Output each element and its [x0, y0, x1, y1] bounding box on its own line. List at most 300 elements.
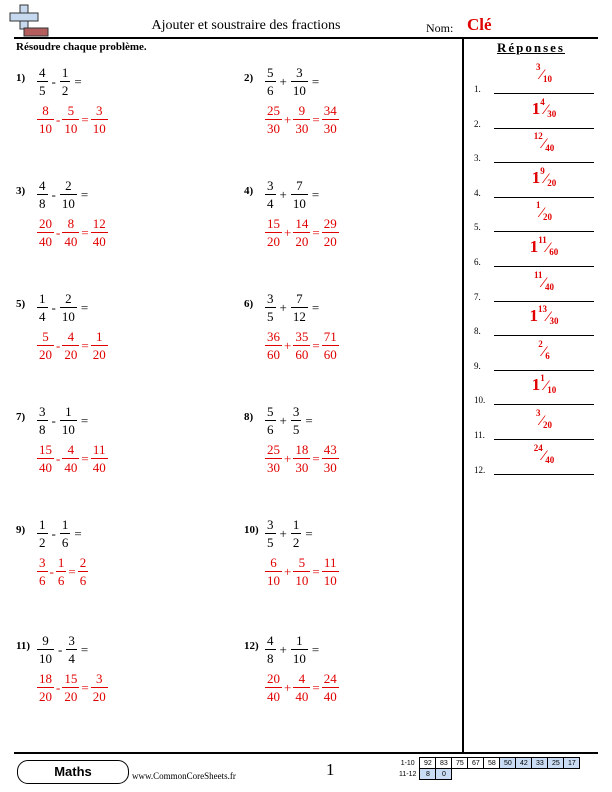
- first-fraction: [37, 632, 54, 667]
- denominator: 30: [323, 121, 337, 136]
- denominator: 4: [68, 651, 75, 666]
- operator: -: [51, 186, 56, 202]
- numerator: 12: [92, 216, 106, 231]
- numerator: 3: [292, 404, 300, 419]
- denominator: 20: [64, 689, 78, 704]
- answer-key-label: Clé: [467, 15, 492, 34]
- denominator: 40: [92, 460, 106, 475]
- converted-first-fraction: [265, 441, 282, 476]
- numerator: 1: [39, 291, 46, 306]
- first-fraction: [37, 64, 48, 99]
- result-fraction: [322, 554, 339, 589]
- answer-value: [494, 443, 594, 465]
- answer-number: 5.: [474, 222, 481, 233]
- answer-line: [494, 128, 594, 129]
- numerator: 2: [65, 291, 72, 306]
- operator: -: [58, 641, 63, 657]
- answer-denominator: 10: [547, 385, 557, 396]
- numerator: 3: [267, 291, 274, 306]
- answer-numerator: 4: [540, 96, 545, 107]
- problem-number: 8): [244, 411, 254, 423]
- equals-sign: =: [312, 679, 320, 695]
- instructions: Résoudre chaque problème.: [16, 41, 147, 53]
- denominator: 10: [295, 573, 309, 588]
- converted-first-fraction: [37, 215, 54, 250]
- question-expression: [264, 177, 322, 212]
- solution-expression: [36, 102, 109, 137]
- numerator: 7: [296, 291, 303, 306]
- numerator: 1: [61, 517, 69, 532]
- second-fraction: [291, 403, 302, 438]
- result-fraction: [322, 102, 339, 137]
- first-fraction: [265, 516, 276, 551]
- score-cell: 83: [436, 758, 452, 769]
- fraction-slash: ⁄: [540, 413, 543, 429]
- converted-second-fraction: [293, 328, 310, 363]
- answer-column-divider: [462, 37, 464, 752]
- operator: -: [56, 111, 61, 127]
- result-fraction: [322, 215, 339, 250]
- fraction-slash: ⁄: [544, 101, 548, 118]
- solution-expression: [36, 554, 89, 589]
- numerator: 8: [67, 216, 75, 231]
- score-cell: 50: [500, 758, 516, 769]
- problem-number: 10): [244, 524, 259, 536]
- second-fraction: [291, 290, 308, 325]
- denominator: 6: [57, 573, 65, 588]
- problem-number: 2): [244, 72, 254, 84]
- denominator: 20: [64, 347, 78, 362]
- answer-value: [494, 235, 594, 257]
- problem-number: 5): [16, 298, 26, 310]
- denominator: 10: [292, 651, 306, 666]
- denominator: 30: [267, 460, 280, 475]
- score-row: [397, 769, 580, 780]
- result-fraction: [91, 328, 108, 363]
- denominator: 60: [267, 347, 280, 362]
- numerator: 34: [323, 103, 337, 118]
- second-fraction: [60, 177, 77, 212]
- operator: +: [279, 299, 287, 315]
- first-fraction: [265, 290, 276, 325]
- result-fraction: [322, 441, 339, 476]
- answer-numerator: 1: [540, 373, 545, 384]
- denominator: 10: [61, 309, 75, 324]
- denominator: 30: [267, 121, 280, 136]
- operator: -: [56, 450, 61, 466]
- question-expression: [36, 403, 91, 438]
- denominator: 10: [92, 121, 106, 136]
- answer-numerator: 1: [535, 200, 541, 211]
- numerator: 25: [267, 103, 280, 118]
- denominator: 40: [39, 460, 52, 475]
- fraction-slash: ⁄: [540, 67, 543, 83]
- equals-sign: =: [312, 111, 320, 127]
- denominator: 4: [39, 309, 46, 324]
- answer-number: 3.: [474, 153, 481, 164]
- problem-number: 1): [16, 72, 26, 84]
- equals-sign: =: [74, 525, 82, 541]
- equals-sign: =: [81, 111, 89, 127]
- numerator: 24: [323, 671, 337, 686]
- answer-number: 7.: [474, 291, 481, 302]
- worksheet-title: Ajouter et soustraire des fractions: [151, 18, 341, 33]
- first-fraction: [265, 403, 276, 438]
- answer-numerator: 9: [540, 165, 545, 176]
- footer-divider: [14, 752, 598, 754]
- problem-number: 7): [16, 411, 26, 423]
- fraction-slash: ⁄: [542, 447, 546, 464]
- numerator: 7: [296, 178, 303, 193]
- numerator: 18: [295, 442, 309, 457]
- converted-first-fraction: [37, 102, 54, 137]
- denominator: 2: [61, 83, 69, 98]
- fraction-slash: ⁄: [546, 240, 550, 256]
- answer-value: [494, 131, 594, 153]
- problem-number: 9): [16, 524, 26, 536]
- operator: +: [279, 641, 287, 657]
- numerator: 9: [298, 103, 306, 118]
- answer-numerator: 2: [538, 338, 543, 349]
- converted-second-fraction: [62, 441, 79, 476]
- second-fraction: [60, 64, 71, 99]
- numerator: 1: [292, 517, 300, 532]
- problem-number: 4): [244, 185, 254, 197]
- denominator: 30: [295, 460, 309, 475]
- numerator: 15: [64, 671, 78, 686]
- denominator: 5: [39, 83, 46, 98]
- equals-sign: =: [81, 679, 89, 695]
- answer-line: [494, 197, 594, 198]
- denominator: 6: [79, 573, 87, 588]
- operator: +: [284, 679, 292, 695]
- answer-line: [494, 335, 594, 336]
- numerator: 11: [323, 555, 337, 570]
- denominator: 20: [92, 347, 106, 362]
- fraction-slash: ⁄: [542, 136, 546, 153]
- denominator: 40: [39, 234, 52, 249]
- answer-value: [494, 97, 594, 119]
- second-fraction: [291, 516, 302, 551]
- whole-part: 1: [529, 306, 538, 326]
- denominator: 10: [323, 573, 337, 588]
- numerator: 5: [298, 555, 306, 570]
- numerator: 5: [42, 329, 49, 344]
- converted-first-fraction: [265, 670, 282, 705]
- question-expression: [264, 403, 316, 438]
- equals-sign: =: [305, 412, 313, 428]
- denominator: 20: [39, 689, 52, 704]
- answer-number: 8.: [474, 326, 481, 337]
- first-fraction: [265, 632, 276, 667]
- question-expression: [36, 177, 91, 212]
- denominator: 10: [61, 196, 75, 211]
- fraction-slash: ⁄: [542, 343, 546, 360]
- denominator: 40: [323, 689, 337, 704]
- problem-number: 3): [16, 185, 26, 197]
- score-cell: 8: [420, 769, 436, 780]
- answer-line: [494, 404, 594, 405]
- denominator: 20: [323, 234, 337, 249]
- answers-heading: Réponses: [496, 40, 565, 55]
- answer-line: [494, 231, 594, 232]
- first-fraction: [37, 403, 48, 438]
- denominator: 10: [61, 422, 75, 437]
- converted-second-fraction: [62, 102, 79, 137]
- result-fraction: [91, 670, 108, 705]
- denominator: 5: [267, 535, 274, 550]
- numerator: 20: [267, 671, 280, 686]
- answer-value: [494, 373, 594, 395]
- converted-second-fraction: [62, 670, 79, 705]
- score-cell: 25: [548, 758, 564, 769]
- operator: -: [56, 337, 61, 353]
- denominator: 6: [39, 573, 46, 588]
- score-cell: 67: [468, 758, 484, 769]
- equals-sign: =: [312, 563, 320, 579]
- result-fraction: [322, 328, 339, 363]
- denominator: 8: [267, 651, 274, 666]
- solution-expression: [264, 441, 340, 476]
- answer-line: [494, 439, 594, 440]
- answer-numerator: 11: [533, 269, 543, 280]
- denominator: 40: [295, 689, 309, 704]
- numerator: 1: [296, 633, 303, 648]
- converted-second-fraction: [293, 102, 310, 137]
- answer-denominator: 40: [545, 454, 555, 465]
- denominator: 60: [323, 347, 337, 362]
- result-fraction: [91, 441, 108, 476]
- numerator: 1: [57, 555, 65, 570]
- numerator: 2: [65, 178, 72, 193]
- equals-sign: =: [311, 186, 320, 202]
- denominator: 2: [292, 535, 300, 550]
- converted-first-fraction: [265, 102, 282, 137]
- numerator: 1: [65, 404, 72, 419]
- fraction-slash: ⁄: [540, 205, 543, 222]
- answer-numerator: 24: [533, 442, 543, 453]
- score-cell: 75: [452, 758, 468, 769]
- operator: +: [279, 186, 287, 202]
- numerator: 3: [267, 517, 274, 532]
- numerator: 8: [42, 103, 49, 118]
- numerator: 5: [67, 103, 75, 118]
- numerator: 1: [39, 517, 46, 532]
- answer-numerator: 11: [538, 235, 547, 245]
- solution-expression: [264, 328, 340, 363]
- fraction-slash: ⁄: [544, 378, 548, 395]
- numerator: 71: [323, 329, 337, 344]
- converted-second-fraction: [293, 554, 310, 589]
- first-fraction: [37, 516, 48, 551]
- equals-sign: =: [81, 450, 89, 466]
- converted-first-fraction: [37, 554, 48, 589]
- denominator: 30: [323, 460, 337, 475]
- denominator: 20: [267, 234, 280, 249]
- numerator: 14: [295, 216, 309, 231]
- answer-line: [494, 93, 594, 94]
- converted-first-fraction: [265, 554, 282, 589]
- denominator: 10: [267, 573, 280, 588]
- denominator: 10: [292, 196, 306, 211]
- denominator: 40: [64, 460, 78, 475]
- converted-first-fraction: [265, 328, 282, 363]
- answer-number: 1.: [474, 84, 481, 94]
- denominator: 8: [39, 422, 46, 437]
- numerator: 3: [39, 555, 46, 570]
- operator: +: [284, 224, 292, 240]
- numerator: 3: [95, 671, 103, 686]
- score-cell: 58: [484, 758, 500, 769]
- answer-number: 12.: [474, 464, 486, 475]
- numerator: 36: [267, 329, 280, 344]
- numerator: 3: [95, 103, 103, 118]
- operator: +: [284, 450, 292, 466]
- question-expression: [36, 516, 85, 551]
- answer-numerator: 3: [535, 408, 541, 418]
- score-table: [397, 757, 580, 780]
- equals-sign: =: [80, 186, 89, 202]
- score-cell: 92: [420, 758, 436, 769]
- numerator: 25: [267, 442, 280, 457]
- numerator: 9: [42, 633, 49, 648]
- converted-second-fraction: [293, 670, 310, 705]
- denominator: 5: [292, 422, 300, 437]
- second-fraction: [60, 403, 77, 438]
- second-fraction: [60, 516, 71, 551]
- denominator: 12: [292, 309, 306, 324]
- denominator: 8: [39, 196, 46, 211]
- equals-sign: =: [80, 299, 89, 315]
- score-row-label: 11-12: [399, 770, 417, 778]
- score-row-label: 1-10: [400, 759, 415, 767]
- numerator: 35: [295, 329, 309, 344]
- numerator: 4: [39, 65, 46, 80]
- answer-value: [494, 62, 594, 84]
- numerator: 5: [267, 404, 274, 419]
- denominator: 4: [267, 196, 274, 211]
- converted-second-fraction: [62, 328, 79, 363]
- solution-expression: [264, 215, 340, 250]
- denominator: 6: [267, 83, 274, 98]
- answer-denominator: 20: [547, 177, 557, 188]
- denominator: 40: [92, 234, 106, 249]
- answer-denominator: 20: [543, 212, 552, 223]
- question-expression: [264, 632, 322, 667]
- numerator: 43: [323, 442, 337, 457]
- answer-line: [494, 370, 594, 371]
- site-link[interactable]: www.CommonCoreSheets.fr: [132, 771, 236, 781]
- numerator: 4: [267, 633, 274, 648]
- second-fraction: [291, 632, 308, 667]
- denominator: 2: [39, 535, 46, 550]
- name-label: Nom:: [426, 21, 454, 35]
- equals-sign: =: [311, 299, 320, 315]
- converted-second-fraction: [62, 215, 79, 250]
- answer-denominator: 30: [547, 108, 557, 119]
- second-fraction: [66, 632, 77, 667]
- denominator: 20: [92, 689, 106, 704]
- denominator: 40: [64, 234, 78, 249]
- answer-denominator: 30: [549, 316, 559, 327]
- numerator: 2: [79, 555, 87, 570]
- denominator: 30: [295, 121, 309, 136]
- answer-denominator: 6: [545, 350, 550, 361]
- numerator: 6: [270, 555, 277, 570]
- question-expression: [36, 64, 85, 99]
- question-expression: [264, 516, 316, 551]
- result-fraction: [78, 554, 89, 589]
- equals-sign: =: [81, 224, 89, 240]
- answer-numerator: 3: [535, 62, 541, 72]
- operator: -: [56, 224, 61, 240]
- answer-numerator: 12: [533, 131, 543, 142]
- answer-value: [494, 166, 594, 188]
- first-fraction: [37, 290, 48, 325]
- numerator: 20: [39, 216, 52, 231]
- numerator: 4: [39, 178, 46, 193]
- denominator: 6: [61, 535, 69, 550]
- numerator: 1: [95, 329, 103, 344]
- denominator: 60: [295, 347, 309, 362]
- second-fraction: [291, 64, 308, 99]
- fraction-slash: ⁄: [542, 274, 546, 291]
- problem-number: 12): [244, 640, 259, 652]
- numerator: 11: [92, 442, 106, 457]
- solution-expression: [36, 441, 109, 476]
- operator: +: [284, 111, 292, 127]
- score-cell: 33: [532, 758, 548, 769]
- score-cell: 17: [564, 758, 580, 769]
- answer-denominator: 40: [545, 143, 555, 154]
- denominator: 20: [39, 347, 52, 362]
- question-expression: [264, 64, 322, 99]
- solution-expression: [36, 328, 109, 363]
- equals-sign: =: [312, 450, 320, 466]
- numerator: 4: [67, 442, 75, 457]
- converted-first-fraction: [265, 215, 282, 250]
- numerator: 29: [323, 216, 337, 231]
- denominator: 10: [39, 121, 52, 136]
- solution-expression: [264, 554, 340, 589]
- denominator: 10: [64, 121, 78, 136]
- converted-second-fraction: [56, 554, 67, 589]
- whole-part: 1: [531, 98, 541, 118]
- answer-value: [494, 200, 594, 222]
- answer-value: [494, 270, 594, 292]
- answer-denominator: 40: [545, 281, 555, 292]
- operator: -: [51, 412, 56, 428]
- header-divider: [14, 37, 598, 39]
- result-fraction: [91, 215, 108, 250]
- solution-expression: [36, 670, 109, 705]
- score-cell: 42: [516, 758, 532, 769]
- page-number: 1: [326, 760, 335, 779]
- operator: +: [279, 73, 287, 89]
- converted-second-fraction: [293, 215, 310, 250]
- question-expression: [36, 290, 91, 325]
- answer-value: [494, 339, 594, 361]
- solution-expression: [264, 670, 340, 705]
- answer-line: [494, 301, 594, 302]
- numerator: 15: [267, 216, 280, 231]
- denominator: 6: [267, 422, 274, 437]
- second-fraction: [291, 177, 308, 212]
- answer-line: [494, 266, 594, 267]
- equals-sign: =: [68, 563, 76, 579]
- operator: -: [51, 73, 56, 89]
- converted-first-fraction: [37, 328, 54, 363]
